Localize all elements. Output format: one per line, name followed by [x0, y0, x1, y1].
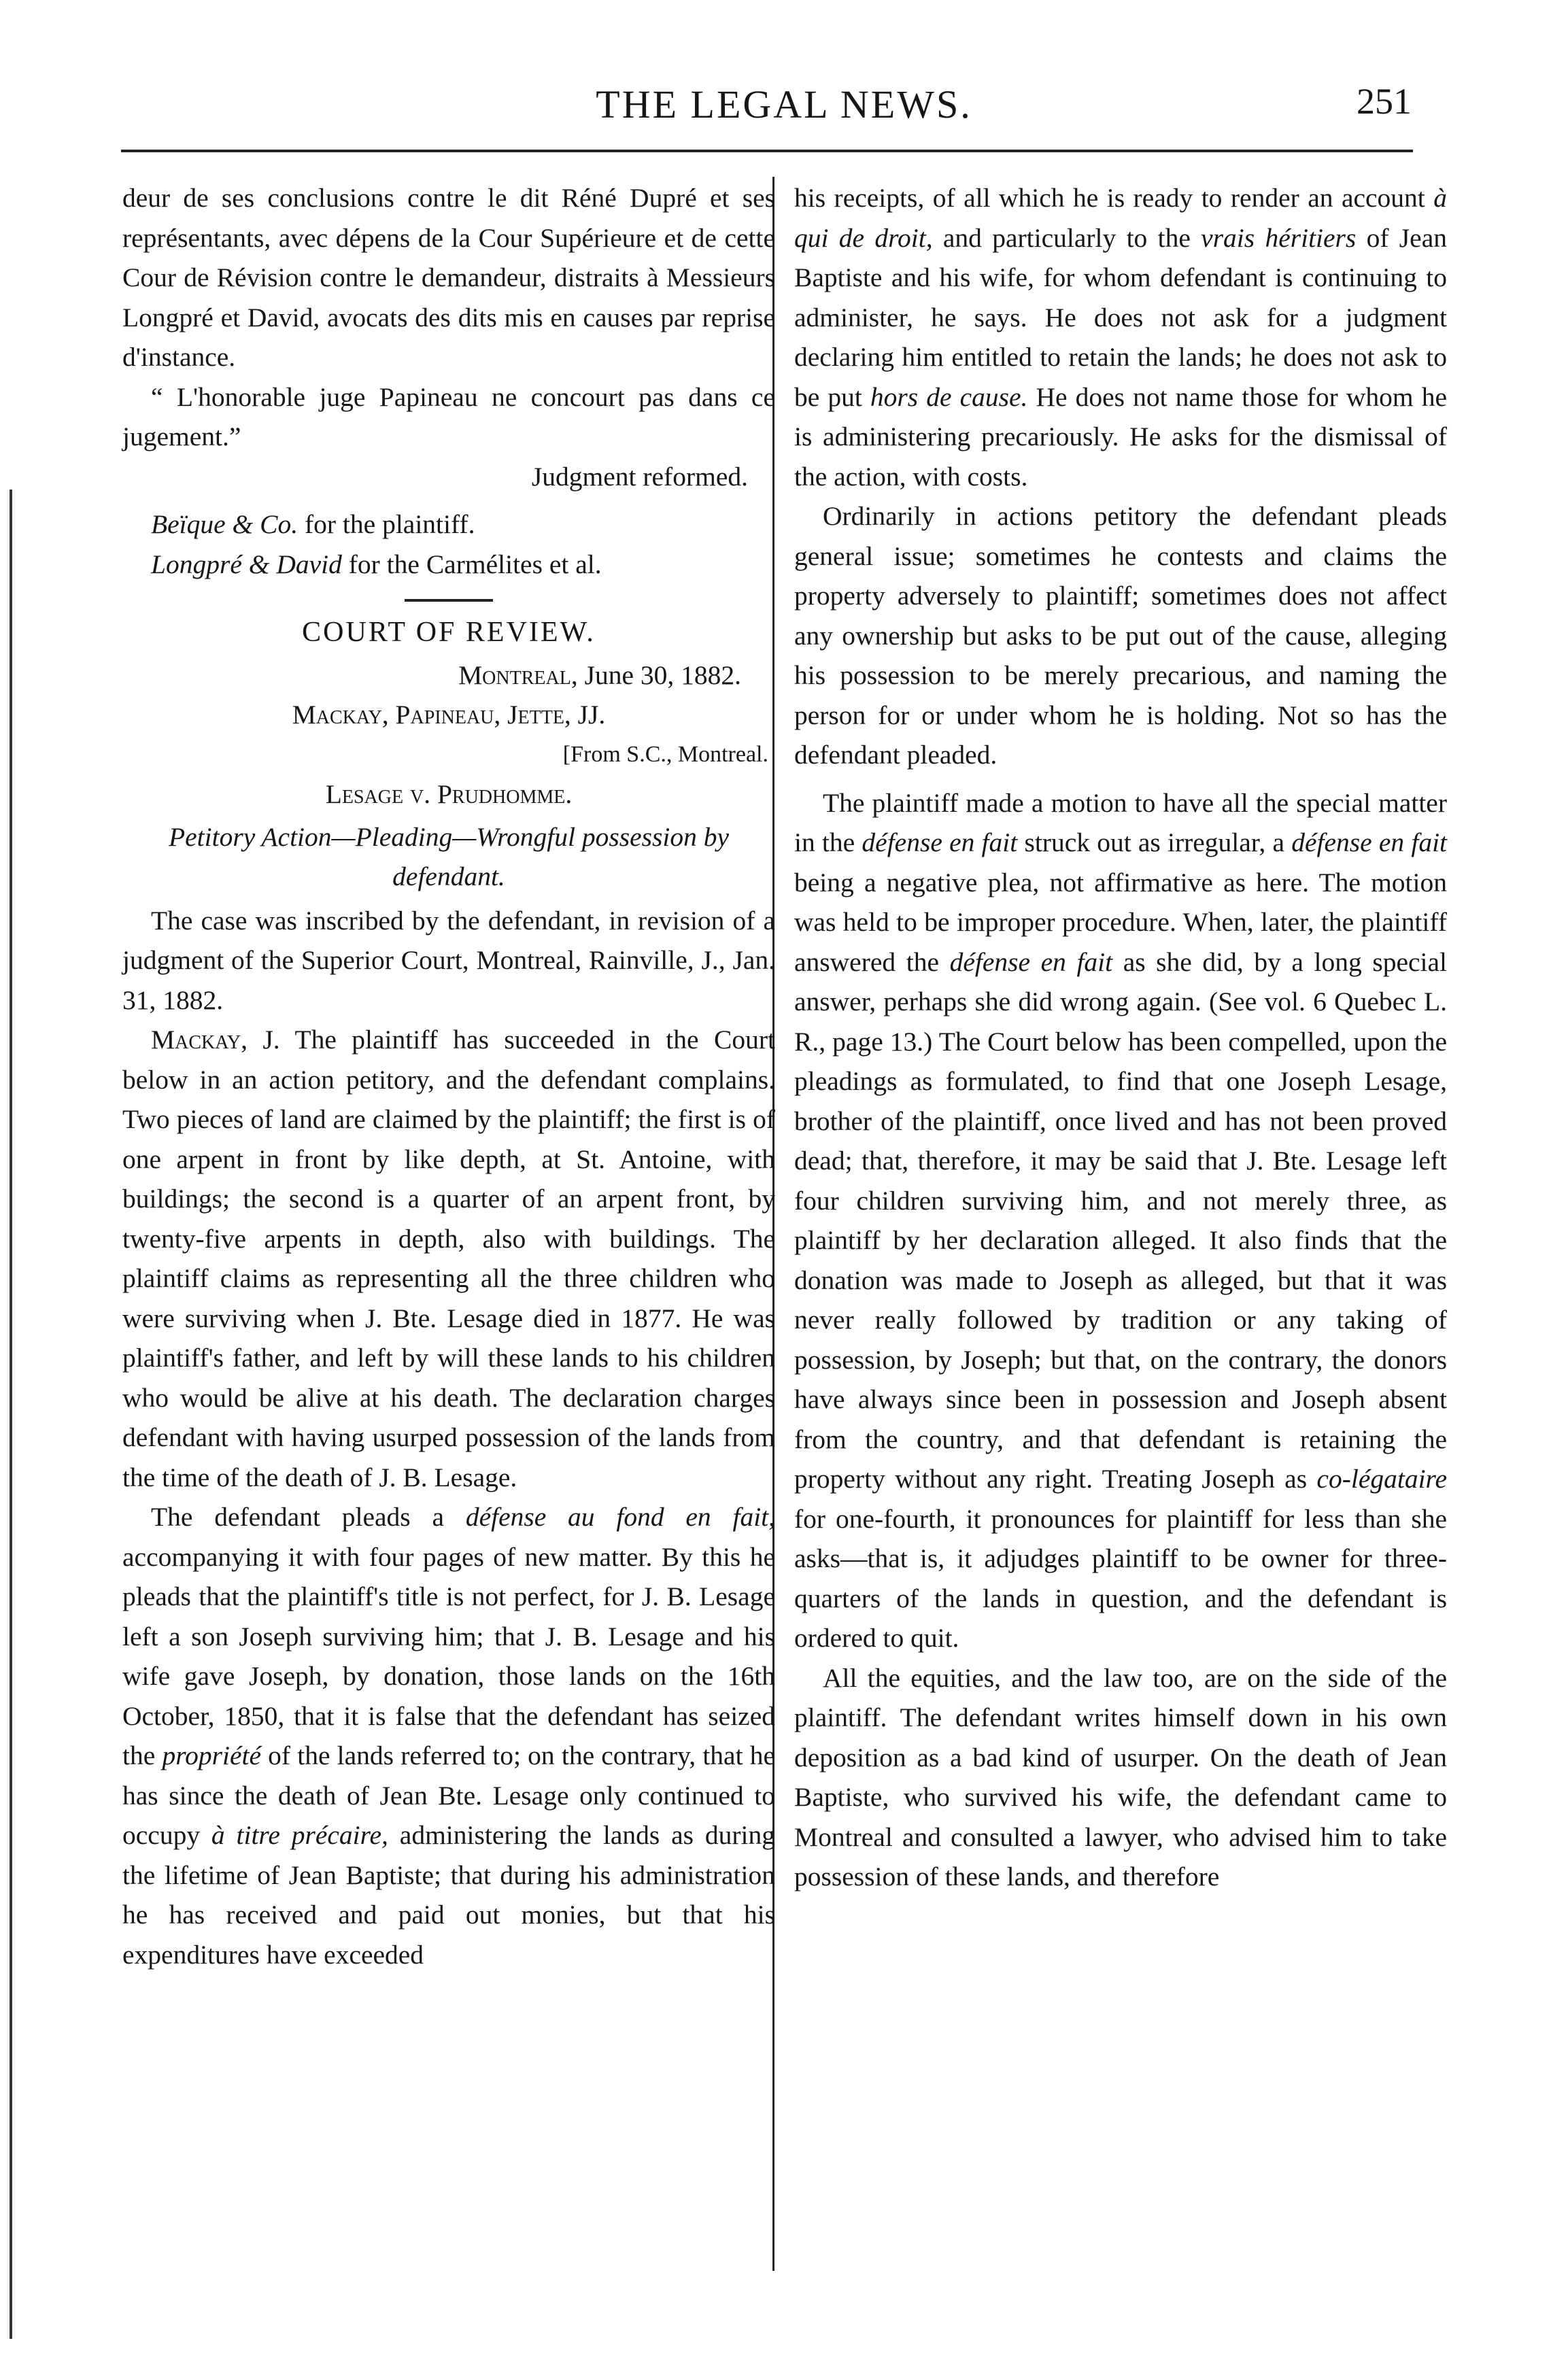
- case-title: Lesage v. Prudhomme.: [325, 779, 573, 809]
- case-subject: Petitory Action—Pleading—Wrongful possession by defendant.: [169, 821, 729, 891]
- paragraph: Mackay, J. The plaintiff has succeeded in the Court below in an action petitory, and the defendant complains. Two pieces of land are claimed by the plaintiff; the first is of one arpent in front by like depth, at St. Antoine, with buildings; the second is a quarter of an arpent front, by twenty-five arpents in depth, also with buildings. The plaintiff claims as representing all the three children who were surviving when J. Bte. Lesage died in 1877. He was plaintiff's father, and left by will these lands to his children who would be alive at his death. The declaration charges defendant with having usurped possession of the lands from the time of the death of J. B. Lesage.: [122, 1025, 775, 1492]
- counsel-line: Beïque & Co. for the plaintiff.: [151, 509, 475, 539]
- paragraph: his receipts, of all which he is ready to render an account à qui de droit, and particularly to the vrais héritiers of Jean Baptiste and his wife, for whom defendant is continuing to administer, he says. He does not ask for a judgment declaring him entitled to retain the lands; he does not ask to be put hors de cause. He does not name those for whom he is administering precariously. He asks for the dismissal of the action, with costs.: [794, 183, 1447, 492]
- binding-edge-line: [10, 490, 12, 2339]
- paragraph: The defendant pleads a défense au fond en fait, accompanying it with four pages of new matter. By this he pleads that the plaintiff's title is not perfect, for J. B. Lesage left a son Joseph surviving him; that J. B. Lesage and his wife gave Joseph, by donation, those lands on the 16th October, 1850, that it is false that the defendant has seized the propriété of the lands referred to; on the contrary, that he has since the death of Jean Bte. Lesage only continued to occupy à titre précaire, administering the lands as during the lifetime of Jean Baptiste; that during his administration he has received and paid out monies, but that his expenditures have exceeded: [122, 1502, 776, 1970]
- running-head-title: THE LEGAL NEWS.: [596, 82, 972, 126]
- court-heading: COURT OF REVIEW.: [302, 617, 596, 648]
- paragraph: deur de ses conclusions contre le dit Réné Dupré et ses représentants, avec dépens de la Cour Supérieure et de cette Cour de Révision contre le demandeur, distraits à Messieurs Longpré et David, avocats des dits mis en causes par reprise d'instance.: [122, 183, 775, 372]
- judge-name: Mackay, J.: [151, 1025, 280, 1055]
- header-rule: [121, 150, 1413, 152]
- paragraph: Ordinarily in actions petitory the defendant pleads general issue; sometimes he contests and claims the property adversely to plaintiff; sometimes does not affect any ownership but asks to be put out of the cause, alleging his possession to be merely precarious, and naming the person for or under whom he is holding. Not so has the defendant pleaded.: [794, 501, 1447, 770]
- section-rule: [405, 599, 493, 602]
- counsel-name: Longpré & David: [151, 549, 342, 579]
- judgment-line: Judgment reformed.: [531, 461, 748, 492]
- left-column: [122, 178, 775, 1974]
- paragraph: “ L'honorable juge Papineau ne concourt pas dans ce jugement.”: [122, 381, 775, 451]
- page-number: 251: [1357, 81, 1412, 122]
- from-court-line: [From S.C., Montreal.: [562, 741, 768, 767]
- judges-line: Mackay, Papineau, Jette, JJ.: [292, 700, 606, 730]
- right-column: [794, 178, 1447, 1897]
- paragraph: The case was inscribed by the defendant, in revision of a judgment of the Superior Court, Montreal, Rainville, J., Jan. 31, 1882.: [122, 905, 775, 1015]
- paragraph: The plaintiff made a motion to have all the special matter in the défense en fait struck out as irregular, a défense en fait being a negative plea, not affirmative as here. The motion was held to be improper procedure. When, later, the plaintiff answered the défense en fait as she did, by a long special answer, perhaps she did wrong again. (See vol. 6 Quebec L. R., page 13.) The Court below has been compelled, upon the pleadings as formulated, to find that one Joseph Lesage, brother of the plaintiff, once lived and has not been proved dead; that, therefore, it may be said that J. Bte. Lesage left four children surviving him, and not merely three, as plaintiff by her declaration alleged. It also finds that the donation was made to Joseph as alleged, but that it was never really followed by tradition or any taking of possession, by Joseph; but that, on the contrary, the donors have always since been in possession and Joseph absent from the country, and that defendant is retaining the property without any right. Treating Joseph as co-légataire for one-fourth, it pronounces for plaintiff for less than she asks—that is, it adjudges plaintiff to be owner for three-quarters of the lands in question, and the defendant is ordered to quit.: [794, 787, 1448, 1653]
- counsel-line: Longpré & David for the Carmélites et al.: [151, 549, 602, 579]
- counsel-name: Beïque & Co.: [151, 509, 299, 539]
- paragraph: All the equities, and the law too, are on the side of the plaintiff. The defendant writes himself down in his own deposition as a bad kind of usurper. On the death of Jean Baptiste, who survived his wife, the defendant came to Montreal and consulted a lawyer, who advised him to take possession of these lands, and therefore: [794, 1662, 1447, 1891]
- place-date-line: Montreal, June 30, 1882.: [458, 659, 741, 690]
